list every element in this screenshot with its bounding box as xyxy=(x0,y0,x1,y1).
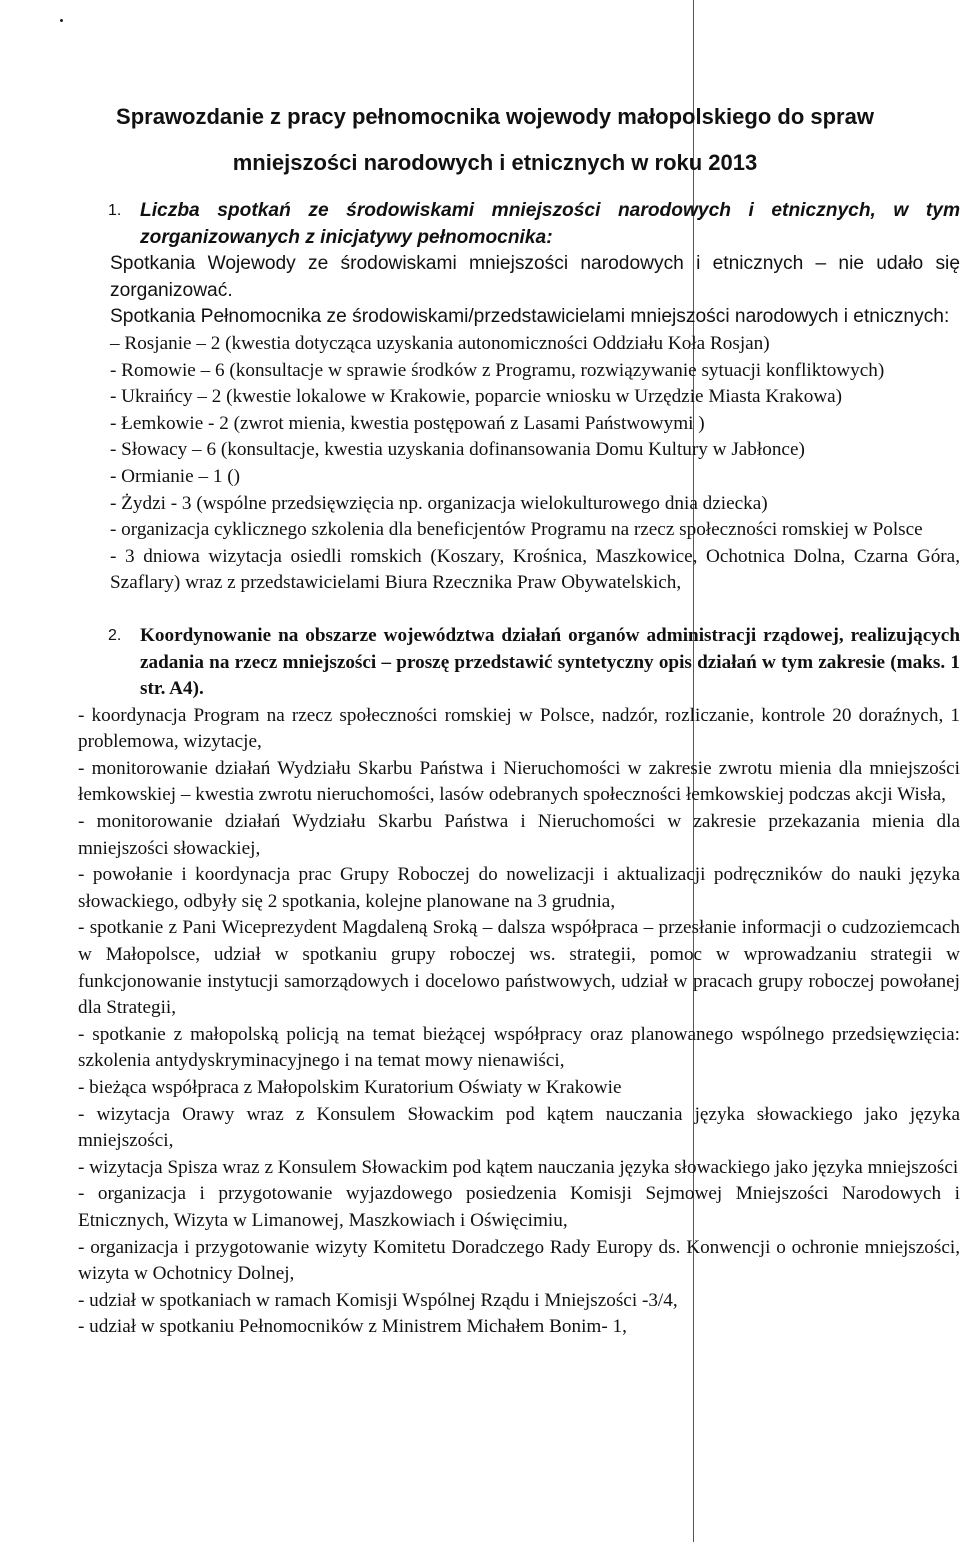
list-item: - organizacja i przygotowanie wyjazdowego posiedzenia Komisji Sejmowej Mniejszości Narodowych i Etnicznych, Wizyta w Limanowej, Maszkowiach i Oświęcimiu, xyxy=(78,1183,960,1231)
document-title xyxy=(0,94,960,186)
list-item: - spotkanie z małopolską policją na temat bieżącej współpracy oraz planowanego wspólnego przedsięwzięcia: szkolenia antydyskryminacyjnego i na temat mowy nienawiści, xyxy=(78,1023,960,1072)
list-item: - Łemkowie - 2 (zwrot mienia, kwestia postępowań z Lasami Państwowymi ) xyxy=(110,412,705,434)
voivode-meetings-text: Spotkania Wojewody ze środowiskami mniejszości narodowych i etnicznych – nie udało się zorganizować. xyxy=(110,253,960,301)
list-item: - udział w spotkaniu Pełnomocników z Ministrem Michałem Bonim- 1, xyxy=(78,1316,627,1338)
section-1-list xyxy=(78,331,960,597)
list-item: - organizacja i przygotowanie wizyty Komitetu Doradczego Rady Europy ds. Konwencji o ochronie mniejszości, wizyta w Ochotnicy Dolnej, xyxy=(78,1236,960,1285)
section-2-heading-text: Koordynowanie na obszarze województwa działań organów administracji rządowej, realizujących zadania na rzecz mniejszości – proszę przedstawić syntetyczny opis działań w tym zakresie (maks. 1 str. A4). xyxy=(140,624,960,700)
list-item: - bieżąca współpraca z Małopolskim Kuratorium Oświaty w Krakowie xyxy=(78,1077,622,1098)
section-2-number: 2. xyxy=(108,626,122,644)
list-item: - Ormianie – 1 () xyxy=(110,465,241,487)
list-item: - spotkanie z Pani Wiceprezydent Magdaleną Sroką – dalsza współpraca – przesłanie informacji o cudzoziemcach w Małopolsce, udział w spotkaniu grupy roboczej ws. strategii, pomoc w wprowadzaniu strategii w funkcjonowanie instytucji samorządowych i docelowo państwowych, udział w pracach grupy roboczej powołanej dla Strategii, xyxy=(78,917,960,1019)
list-item: - monitorowanie działań Wydziału Skarbu Państwa i Nieruchomości w zakresie zwrotu mienia dla mniejszości łemkowskiej – kwestia zwrotu nieruchomości, lasów odebranych społeczności łemkowskiej podczas akcji Wisła, xyxy=(78,757,960,806)
list-item: – Rosjanie – 2 (kwestia dotycząca uzyskania autonomiczności Oddziału Koła Rosjan) xyxy=(110,332,770,354)
list-item: - Ukraińcy – 2 (kwestie lokalowe w Krakowie, poparcie wniosku w Urzędzie Miasta Krakowa) xyxy=(110,386,843,408)
list-item: - koordynacja Program na rzecz społeczności romskiej w Polsce, nadzór, rozliczanie, kontrole 20 doraźnych, 1 problemowa, wizytacje, xyxy=(78,704,960,753)
section-2-heading xyxy=(78,623,960,703)
list-item: - 3 dniowa wizytacja osiedli romskich (Koszary, Krośnica, Maszkowice, Ochotnica Dolna, Czarna Góra, Szaflary) wraz z przedstawicielami Biura Rzecznika Praw Obywatelskich, xyxy=(110,545,960,594)
scan-speck xyxy=(60,19,63,22)
section-1-heading-text: Liczba spotkań ze środowiskami mniejszości narodowych i etnicznych, w tym zorganizowanych z inicjatywy pełnomocnika: xyxy=(140,200,960,248)
list-item: - Słowacy – 6 (konsultacje, kwestia uzyskania dofinansowania Domu Kultury w Jabłonce) xyxy=(110,439,805,461)
section-1-heading xyxy=(78,198,960,251)
list-item: - Żydzi - 3 (wspólne przedsięwzięcia np. organizacja wielokulturowego dnia dziecka) xyxy=(110,492,768,514)
section-2-list xyxy=(78,703,960,1341)
plenipotentiary-meetings-text: Spotkania Pełnomocnika ze środowiskami/przedstawicielami mniejszości narodowych i etnicznych: xyxy=(110,306,950,328)
title-line-2: mniejszości narodowych i etnicznych w roku 2013 xyxy=(232,150,758,175)
document-body xyxy=(78,198,960,1341)
title-line-1: Sprawozdanie z pracy pełnomocnika wojewody małopolskiego do spraw xyxy=(116,104,874,129)
list-item: - monitorowanie działań Wydziału Skarbu Państwa i Nieruchomości w zakresie przekazania mienia dla mniejszości słowackiej, xyxy=(78,811,960,859)
list-item: - organizacja cyklicznego szkolenia dla beneficjentów Programu na rzecz społeczności romskiej w Polsce xyxy=(110,519,923,541)
list-item: - wizytacja Spisza wraz z Konsulem Słowackim pod kątem nauczania języka słowackiego jako języka mniejszości xyxy=(78,1156,959,1178)
list-item: - wizytacja Orawy wraz z Konsulem Słowackim pod kątem nauczania języka słowackiego jako języka mniejszości, xyxy=(78,1103,960,1152)
section-1 xyxy=(78,198,960,597)
list-item: - powołanie i koordynacja prac Grupy Roboczej do nowelizacji i aktualizacji podręczników do nauki języka słowackiego, odbyły się 2 spotkania, kolejne planowane na 3 grudnia, xyxy=(78,864,960,912)
section-2 xyxy=(78,623,960,1341)
list-item: - Romowie – 6 (konsultacje w sprawie środków z Programu, rozwiązywanie sytuacji konfliktowych) xyxy=(110,359,885,381)
section-1-number: 1. xyxy=(108,202,122,219)
list-item: - udział w spotkaniach w ramach Komisji Wspólnej Rządu i Mniejszości -3/4, xyxy=(78,1289,678,1311)
